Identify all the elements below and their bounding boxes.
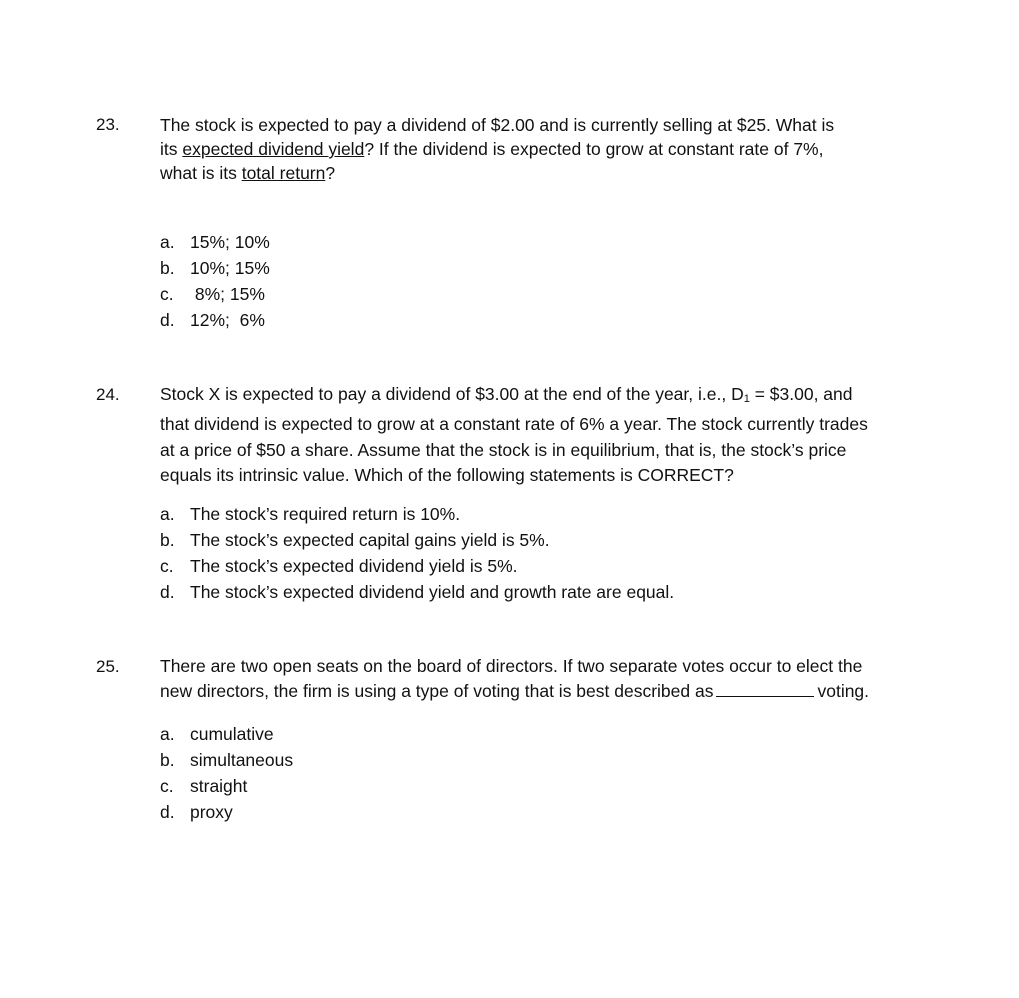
choice-d[interactable]: d. The stock’s expected dividend yield and growth rate are equal. [160,581,675,602]
question-stem: There are two open seats on the board of directors. If two separate votes occur to elect the new directors, the firm is using a type of voting that is best described as voting. [160,656,870,702]
question-number: 24. [96,385,120,404]
question-stem: Stock X is expected to pay a dividend of $3.00 at the end of the year, i.e., D1 = $3.00, and that dividend is expected to grow at a constant rate of 6% a year. The stock currently trades at a price of $50 a share. Assume that the stock is in equilibrium, that is, the stock’s price equals its intrinsic value. Which of the following statements is CORRECT? [160,384,868,485]
fill-in-blank [716,682,814,697]
answer-choices [160,230,270,334]
choice-b[interactable]: b. simultaneous [160,749,294,770]
choice-a[interactable]: a. 15%; 10% [160,232,270,252]
choice-d[interactable]: d. 12%; 6% [160,309,265,330]
question-number: 23. [96,115,120,134]
choice-d[interactable]: d. proxy [160,801,233,822]
answer-choices [160,722,293,826]
choice-c[interactable]: c. The stock’s expected dividend yield is 5%. [160,555,518,576]
question-stem: The stock is expected to pay a dividend of $2.00 and is currently selling at $25. What is its expected dividend yield? If the dividend is expected to grow at constant rate of 7%, what is its total return? [160,115,835,183]
underlined-term: expected dividend yield [182,139,365,159]
underlined-term: total return [241,163,326,183]
choice-a[interactable]: a. cumulative [160,724,274,744]
question-number: 25. [96,657,120,676]
choice-a[interactable]: a. The stock’s required return is 10%. [160,504,461,524]
choice-b[interactable]: b. 10%; 15% [160,257,270,278]
choice-b[interactable]: b. The stock’s expected capital gains yield is 5%. [160,529,550,550]
answer-choices [160,502,674,606]
choice-c[interactable]: c. straight [160,775,248,796]
choice-c[interactable]: c. 8%; 15% [160,283,265,304]
